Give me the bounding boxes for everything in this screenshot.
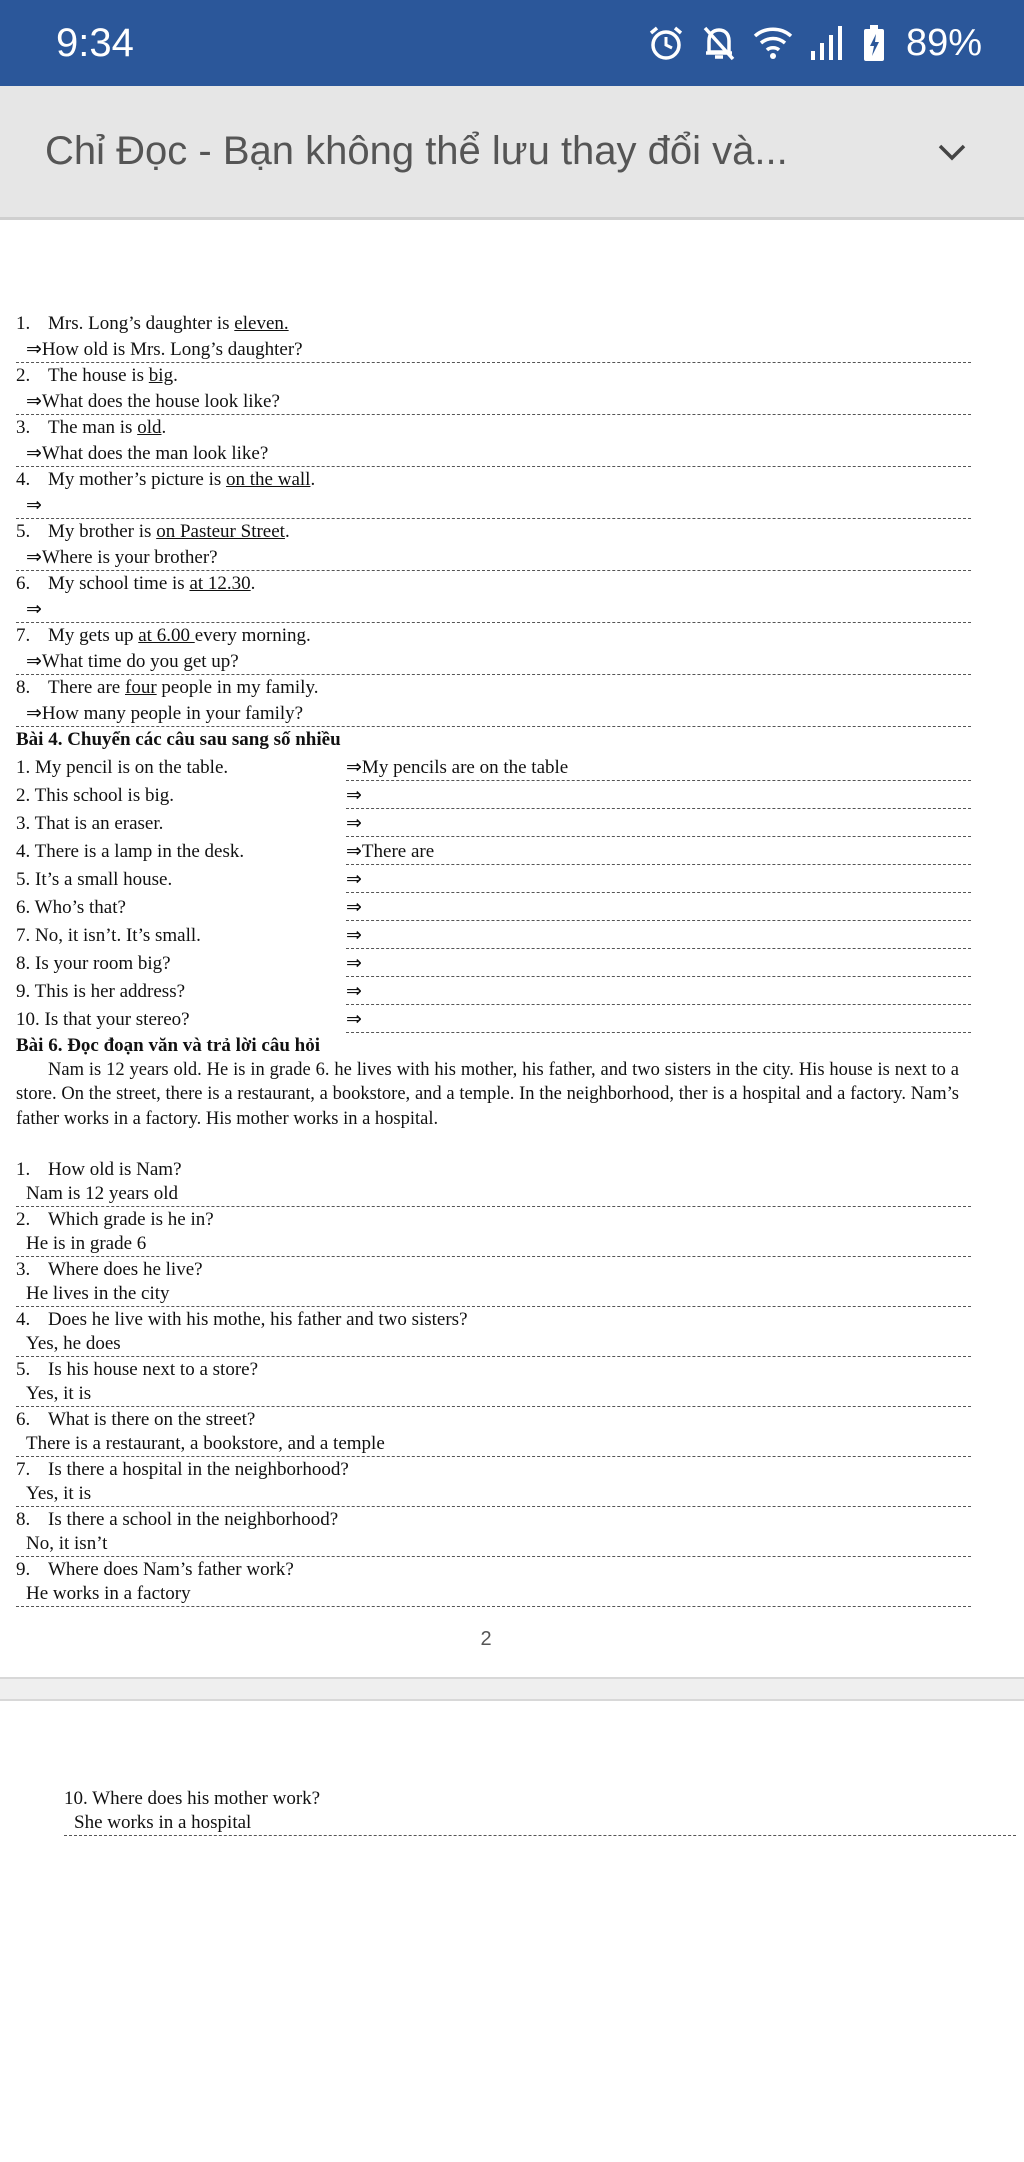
ex3-question-4: 4. My mother’s picture is on the wall. bbox=[16, 469, 316, 490]
ex4-answer-4[interactable]: ⇒There are bbox=[346, 840, 971, 865]
ex3-question-8: 8. There are four people in my family. bbox=[16, 677, 319, 698]
notifications-off-icon bbox=[700, 23, 738, 63]
ex6-answer-6[interactable]: There is a restaurant, a bookstore, and a temple bbox=[16, 1432, 971, 1457]
ex6-answer-2[interactable]: He is in grade 6 bbox=[16, 1232, 971, 1257]
ex3-answer-1[interactable]: ⇒How old is Mrs. Long’s daughter? bbox=[16, 338, 971, 363]
status-bar bbox=[0, 0, 1024, 86]
ex3-answer-7[interactable]: ⇒What time do you get up? bbox=[16, 650, 971, 675]
ex4-answer-10[interactable]: ⇒ bbox=[346, 1008, 971, 1033]
ex4-answer-5[interactable]: ⇒ bbox=[346, 868, 971, 893]
status-icons bbox=[646, 22, 982, 65]
alarm-icon bbox=[646, 23, 686, 63]
ex3-question-5: 5. My brother is on Pasteur Street. bbox=[16, 521, 290, 542]
ex6-answer-7[interactable]: Yes, it is bbox=[16, 1482, 971, 1507]
ex4-question-8: 8. Is your room big? bbox=[16, 953, 171, 974]
ex4-answer-9[interactable]: ⇒ bbox=[346, 980, 971, 1005]
ex4-question-3: 3. That is an eraser. bbox=[16, 813, 164, 834]
ex4-question-10: 10. Is that your stereo? bbox=[16, 1009, 190, 1030]
ex6-answer-3[interactable]: He lives in the city bbox=[16, 1282, 971, 1307]
ex4-question-5: 5. It’s a small house. bbox=[16, 869, 173, 890]
ex4-title: Bài 4. Chuyển các câu sau sang số nhiều bbox=[16, 729, 341, 750]
ex6-answer-5[interactable]: Yes, it is bbox=[16, 1382, 971, 1407]
ex6-answer-8[interactable]: No, it isn’t bbox=[16, 1532, 971, 1557]
ex4-question-9: 9. This is her address? bbox=[16, 981, 186, 1002]
ex4-question-7: 7. No, it isn’t. It’s small. bbox=[16, 925, 201, 946]
ex4-answer-3[interactable]: ⇒ bbox=[346, 812, 971, 837]
ex6-question-4: 4. Does he live with his mothe, his father and two sisters? bbox=[16, 1309, 468, 1330]
battery-charging-icon bbox=[862, 23, 886, 63]
ex4-question-6: 6. Who’s that? bbox=[16, 897, 126, 918]
ex4-answer-7[interactable]: ⇒ bbox=[346, 924, 971, 949]
ex6-question-5: 5. Is his house next to a store? bbox=[16, 1359, 259, 1380]
ex6-answer-10[interactable]: She works in a hospital bbox=[64, 1811, 1016, 1836]
ex3-answer-2[interactable]: ⇒What does the house look like? bbox=[16, 390, 971, 415]
ex3-question-6: 6. My school time is at 12.30. bbox=[16, 573, 256, 594]
ex4-answer-1[interactable]: ⇒My pencils are on the table bbox=[346, 756, 971, 781]
ex6-passage bbox=[16, 1058, 959, 1131]
page-number: 2 bbox=[480, 1628, 492, 1650]
ex4-question-1: 1. My pencil is on the table. bbox=[16, 757, 229, 778]
ex6-question-1: 1. How old is Nam? bbox=[16, 1159, 182, 1180]
page-separator bbox=[0, 1677, 1024, 1701]
chevron-down-icon[interactable] bbox=[932, 132, 972, 172]
ex6-question-7: 7. Is there a hospital in the neighborhood? bbox=[16, 1459, 349, 1480]
ex3-question-3: 3. The man is old. bbox=[16, 417, 167, 438]
document-page-next bbox=[0, 1701, 1024, 2162]
ex3-question-1: 1. Mrs. Long’s daughter is eleven. bbox=[16, 313, 289, 334]
ex4-question-4: 4. There is a lamp in the desk. bbox=[16, 841, 245, 862]
ex3-answer-4[interactable]: ⇒ bbox=[16, 494, 971, 519]
ex6-question-8: 8. Is there a school in the neighborhood? bbox=[16, 1509, 339, 1530]
ex3-answer-3[interactable]: ⇒What does the man look like? bbox=[16, 442, 971, 467]
ex6-answer-9[interactable]: He works in a factory bbox=[16, 1582, 971, 1607]
ex6-question-2: 2. Which grade is he in? bbox=[16, 1209, 214, 1230]
ex4-question-2: 2. This school is big. bbox=[16, 785, 174, 806]
read-only-title: Chỉ Đọc - Bạn không thể lưu thay đổi và... bbox=[45, 129, 788, 173]
ex6-question-9: 9. Where does Nam’s father work? bbox=[16, 1559, 294, 1580]
ex4-answer-6[interactable]: ⇒ bbox=[346, 896, 971, 921]
ex3-answer-6[interactable]: ⇒ bbox=[16, 598, 971, 623]
ex3-answer-5[interactable]: ⇒Where is your brother? bbox=[16, 546, 971, 571]
ex6-title: Bài 6. Đọc đoạn văn và trả lời câu hỏi bbox=[16, 1035, 320, 1056]
ex6-question-6: 6. What is there on the street? bbox=[16, 1409, 256, 1430]
wifi-icon bbox=[752, 24, 794, 62]
ex3-question-7: 7. My gets up at 6.00 every morning. bbox=[16, 625, 311, 646]
ex6-answer-1[interactable]: Nam is 12 years old bbox=[16, 1182, 971, 1207]
ex4-answer-8[interactable]: ⇒ bbox=[346, 952, 971, 977]
read-only-banner[interactable] bbox=[0, 86, 1024, 220]
status-time: 9:34 bbox=[56, 20, 134, 65]
ex3-answer-8[interactable]: ⇒How many people in your family? bbox=[16, 702, 971, 727]
signal-icon bbox=[808, 23, 848, 63]
ex4-answer-2[interactable]: ⇒ bbox=[346, 784, 971, 809]
battery-percent: 89% bbox=[905, 21, 982, 64]
ex6-question-10: 10. Where does his mother work? bbox=[64, 1788, 321, 1809]
passage-text: Nam is 12 years old. He is in grade 6. he lives with his mother, his father, and two sisters in the city. His house is next to a store. On the street, there is a restaurant, a bookstore, and a temple. In the neighborhood, ther is a hospital and a factory. Nam’s father works in a factory. His mother works in a hospital. bbox=[16, 1060, 959, 1129]
ex3-question-2: 2. The house is big. bbox=[16, 365, 178, 386]
ex6-answer-4[interactable]: Yes, he does bbox=[16, 1332, 971, 1357]
ex6-question-3: 3. Where does he live? bbox=[16, 1259, 203, 1280]
